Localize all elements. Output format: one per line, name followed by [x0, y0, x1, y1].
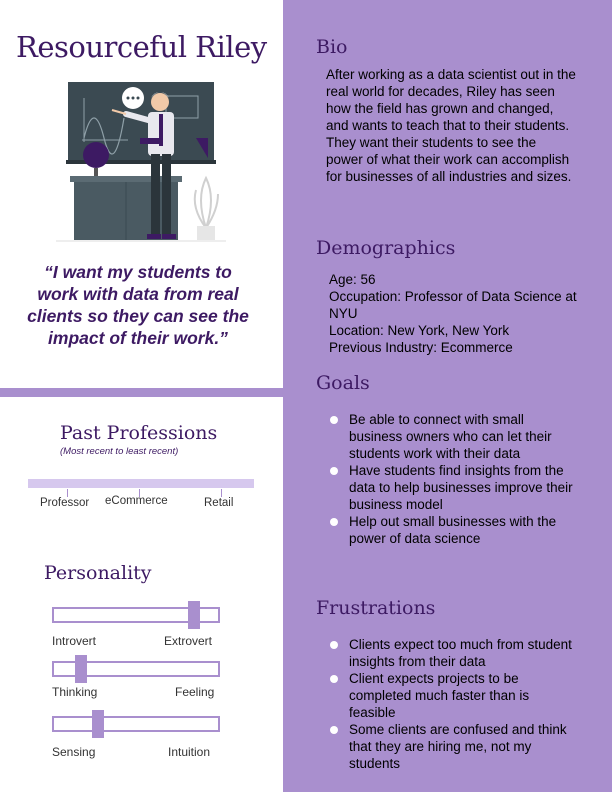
- list-item: [329, 721, 579, 772]
- profession-timeline: [28, 479, 254, 488]
- bullet-icon: [330, 726, 338, 734]
- bullet-icon: [330, 518, 338, 526]
- persona-name: Resourceful Riley: [16, 30, 267, 64]
- demographics-location: Location: New York, New York: [329, 323, 510, 338]
- bullet-icon: [330, 416, 338, 424]
- slider-left-label: Sensing: [52, 745, 96, 759]
- slider-left-label: Thinking: [52, 685, 98, 699]
- teacher-at-chalkboard-illustration: [56, 78, 226, 248]
- demographics-age: Age: 56: [329, 272, 376, 287]
- past-professions-title: Past Professions: [60, 422, 218, 444]
- personality-title: Personality: [44, 562, 152, 584]
- goal-text: Help out small businesses with the power of data science: [349, 514, 557, 546]
- slider-right-label: Extrovert: [164, 634, 213, 648]
- slider-left-label: Introvert: [52, 634, 97, 648]
- timeline-tick: [221, 489, 222, 497]
- bio-title: Bio: [316, 36, 348, 58]
- list-item: [329, 670, 579, 721]
- section-divider: [0, 388, 283, 397]
- list-item: [329, 411, 579, 462]
- list-item: [329, 462, 579, 513]
- bullet-icon: [330, 467, 338, 475]
- demographics-title: Demographics: [316, 237, 456, 259]
- goal-text: Have students find insights from the data to help businesses improve their business model: [349, 463, 573, 512]
- personality-slider-introvert-extrovert: [52, 607, 220, 623]
- personality-slider-sensing-intuition: [52, 716, 220, 732]
- bio-text: After working as a data scientist out in the real world for decades, Riley has seen how the field has grown and changed, and wants to teach that to their students. They want their students to see the power of what their work can accomplish for businesses of all industries and sizes.: [326, 67, 576, 184]
- profession-label: eCommerce: [105, 495, 168, 507]
- timeline-tick: [67, 489, 68, 497]
- bullet-icon: [330, 675, 338, 683]
- slider-knob: [188, 601, 200, 629]
- demographics-occupation: Occupation: Professor of Data Science at NYU: [329, 289, 577, 321]
- demographics-previous-industry: Previous Industry: Ecommerce: [329, 340, 513, 355]
- slider-right-label: Feeling: [175, 685, 215, 699]
- frustration-text: Clients expect too much from student insights from their data: [349, 637, 572, 669]
- frustration-text: Client expects projects to be completed much faster than is feasible: [349, 671, 530, 720]
- past-professions-subtitle: (Most recent to least recent): [60, 446, 179, 457]
- persona-quote: “I want my students to work with data from real clients so they can see the impact of their work.”: [27, 262, 249, 348]
- frustrations-list: [329, 636, 579, 772]
- list-item: [329, 636, 579, 670]
- goal-text: Be able to connect with small business owners who can let their students work with their data: [349, 412, 552, 461]
- profession-label: Retail: [204, 497, 234, 509]
- personality-slider-thinking-feeling: [52, 661, 220, 677]
- slider-knob: [75, 655, 87, 683]
- bullet-icon: [330, 641, 338, 649]
- frustrations-title: Frustrations: [316, 597, 436, 619]
- slider-right-label: Intuition: [168, 745, 211, 759]
- profession-label: Professor: [40, 497, 90, 509]
- goals-list: [329, 411, 579, 547]
- slider-knob: [92, 710, 104, 738]
- goals-title: Goals: [316, 372, 370, 394]
- list-item: [329, 513, 579, 547]
- demographics-list: [329, 271, 579, 356]
- frustration-text: Some clients are confused and think that they are hiring me, not my students: [349, 722, 567, 771]
